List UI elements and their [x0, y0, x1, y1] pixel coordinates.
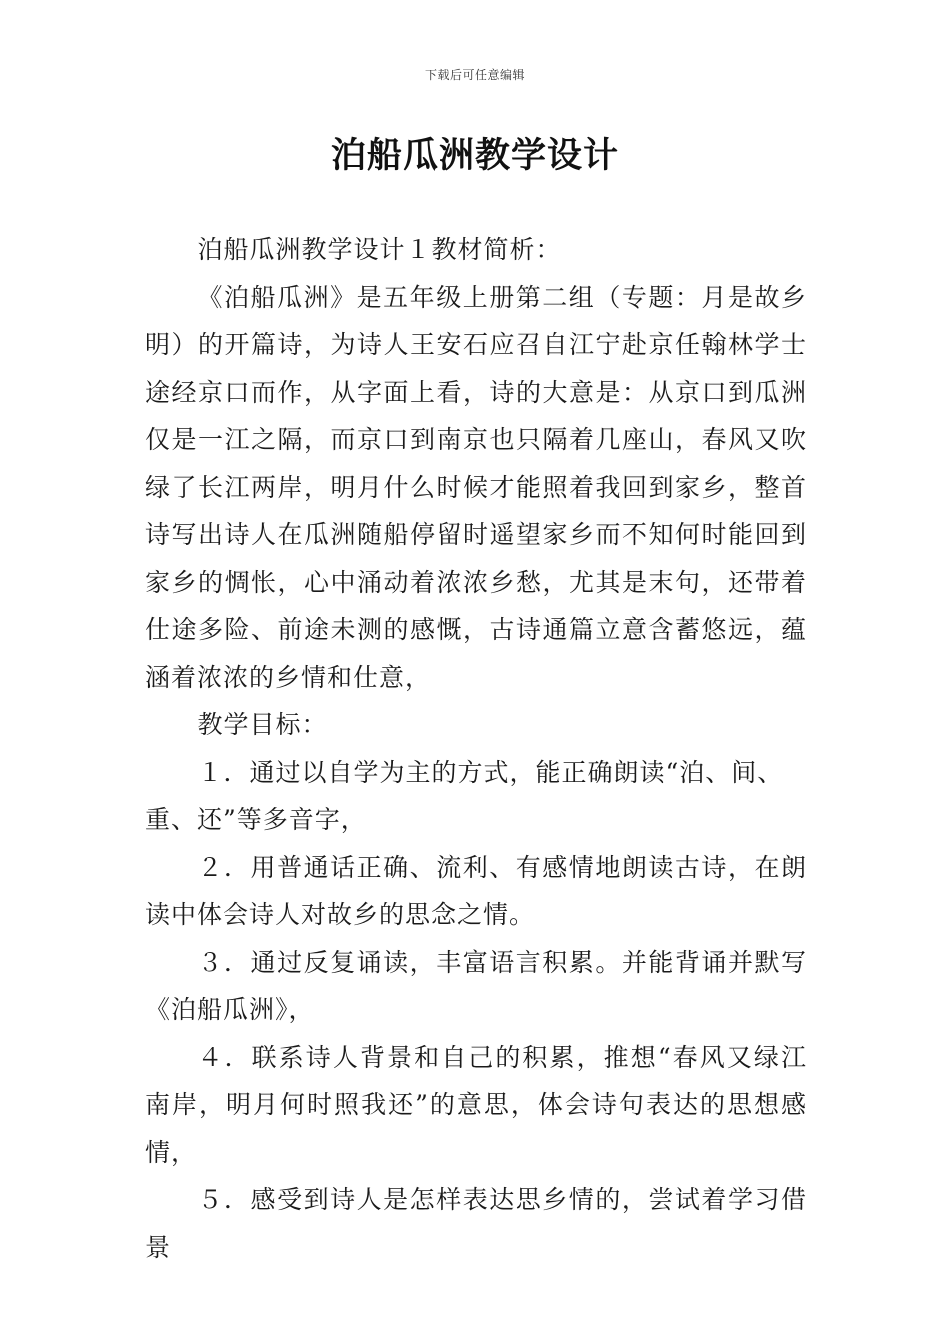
- header-note: 下载后可任意编辑: [424, 68, 525, 82]
- goal-item-2: ２．用普通话正确、流利、有感情地朗读古诗，在朗读中体会诗人对故乡的思念之情。: [145, 852, 807, 929]
- section-subtitle: 泊船瓜洲教学设计１教材简析：: [197, 235, 562, 264]
- analysis-paragraph: 《泊船瓜洲》是五年级上册第二组（专题：月是故乡明）的开篇诗，为诗人王安石应召自江宁赴京任翰林学士途经京口而作，从字面上看，诗的大意是：从京口到瓜洲仅是一江之隔，而京口到南京也只隔着几座山，春风又吹绿了长江两岸，明月什么时候才能照着我回到家乡，整首诗写出诗人在瓜洲随船停留时遥望家乡而不知何时能回到家乡的惆怅，心中涌动着浓浓乡愁，尤其是末句，还带着仕途多险、前途未测的感慨，古诗通篇立意含蓄悠远，蕴涵着浓浓的乡情和仕意，: [145, 282, 807, 692]
- goals-heading: 教学目标：: [197, 710, 328, 739]
- document-body: [145, 226, 807, 1271]
- goal-item-1: １．通过以自学为主的方式，能正确朗读“泊、间、重、还”等多音字，: [145, 757, 784, 834]
- document-title: 泊船瓜洲教学设计: [330, 136, 619, 176]
- goal-item-5: ５．感受到诗人是怎样表达思乡情的，尝试着学习借景: [145, 1185, 807, 1262]
- goal-item-3: ３．通过反复诵读，丰富语言积累。并能背诵并默写《泊船瓜洲》，: [145, 947, 807, 1024]
- goal-item-4: ４．联系诗人背景和自己的积累，推想“春风又绿江南岸，明月何时照我还”的意思，体会诗句表达的思想感情，: [145, 1042, 807, 1167]
